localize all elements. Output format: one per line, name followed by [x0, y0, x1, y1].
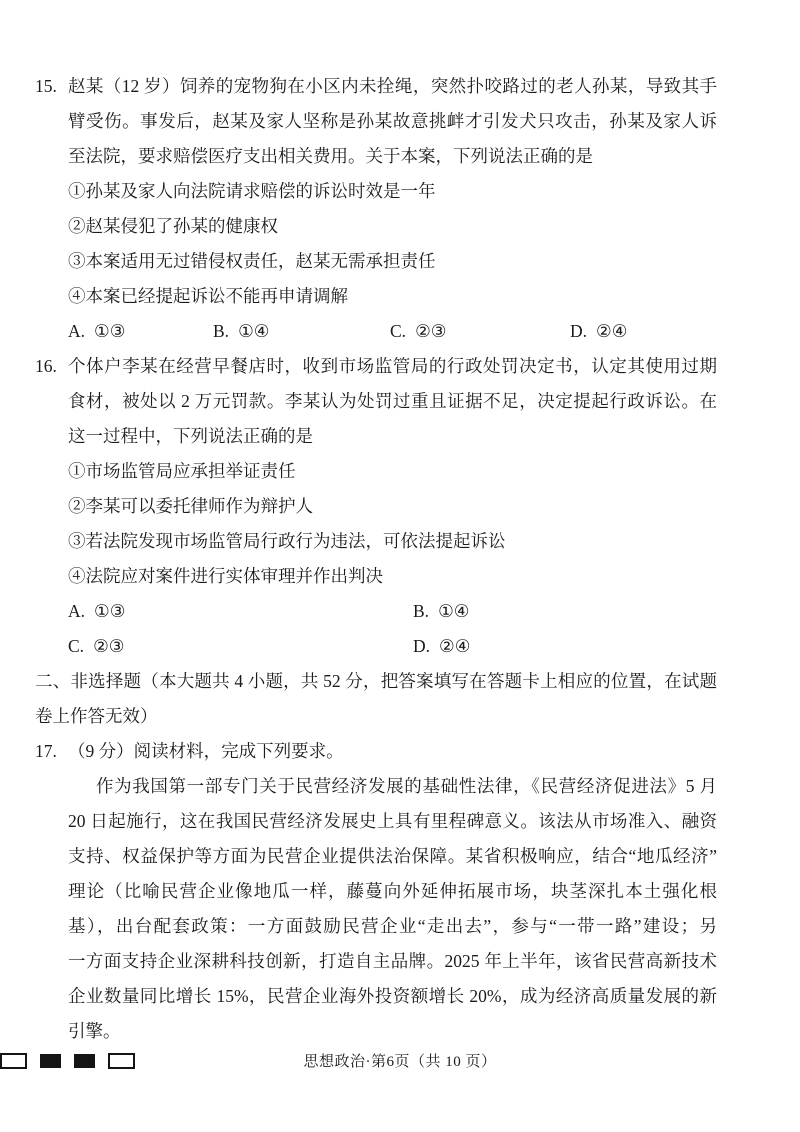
question-16-answer-choices-row-2	[68, 629, 717, 664]
section-2-header-line-1: 二、非选择题（本大题共 4 小题，共 52 分，把答案填写在答题卡上相应的位置，在试题	[35, 671, 717, 691]
question-16-choice-c: C. ②③	[68, 636, 125, 656]
question-17-number: 17.	[35, 741, 57, 761]
question-17	[35, 734, 717, 1049]
question-15-option-1: ①孙某及家人向法院请求赔偿的诉讼时效是一年	[68, 181, 436, 201]
question-16-option-4: ④法院应对案件进行实体审理并作出判决	[68, 566, 383, 586]
question-17-material-line-4: 理论（比喻民营企业像地瓜一样，藤蔓向外延伸拓展市场，块茎深扎本土强化根	[68, 881, 717, 901]
section-2-header	[35, 664, 717, 734]
question-17-material-line-3: 支持、权益保护等方面为民营企业提供法治保障。某省积极响应，结合“地瓜经济”	[68, 846, 717, 866]
page-content	[35, 69, 717, 1049]
question-15-option-2: ②赵某侵犯了孙某的健康权	[68, 216, 278, 236]
question-17-intro-text: （9 分）阅读材料，完成下列要求。	[68, 741, 344, 761]
question-16-choice-a: A. ①③	[68, 601, 126, 621]
question-15-choice-a: A. ①③	[68, 321, 126, 341]
question-16-option-1: ①市场监管局应承担举证责任	[68, 461, 296, 481]
question-15-number: 15.	[35, 76, 57, 96]
question-15-option-3: ③本案适用无过错侵权责任，赵某无需承担责任	[68, 251, 436, 271]
question-16-option-3: ③若法院发现市场监管局行政行为违法，可依法提起诉讼	[68, 531, 506, 551]
question-15-stem-line-2: 臂受伤。事发后，赵某及家人坚称是孙某故意挑衅才引发犬只攻击，孙某及家人诉	[68, 111, 717, 131]
question-15-option-4: ④本案已经提起诉讼不能再申请调解	[68, 286, 348, 306]
question-17-material-line-5: 基），出台配套政策：一方面鼓励民营企业“走出去”，参与“一带一路”建设；另	[68, 916, 717, 936]
question-15-choice-b: B. ①④	[213, 321, 270, 341]
question-17-material-line-2: 20 日起施行，这在我国民营经济发展史上具有里程碑意义。该法从市场准入、融资	[68, 811, 717, 831]
question-17-material-line-6: 一方面支持企业深耕科技创新，打造自主品牌。2025 年上半年，该省民营高新技术	[68, 951, 717, 971]
question-17-material-line-7: 企业数量同比增长 15%，民营企业海外投资额增长 20%，成为经济高质量发展的新	[68, 986, 717, 1006]
question-16-stem-text: 个体户李某在经营早餐店时，收到市场监管局的行政处罚决定书，认定其使用过期	[68, 356, 717, 376]
question-16-stem-line-2: 食材，被处以 2 万元罚款。李某认为处罚过重且证据不足，决定提起行政诉讼。在	[68, 391, 717, 411]
question-15-answer-choices	[68, 314, 717, 349]
question-15-stem-line-1	[35, 69, 717, 104]
question-16-option-2: ②李某可以委托律师作为辩护人	[68, 496, 313, 516]
question-15-stem-line-3: 至法院，要求赔偿医疗支出相关费用。关于本案，下列说法正确的是	[68, 146, 593, 166]
section-2-header-line-2: 卷上作答无效）	[35, 706, 158, 726]
question-17-material-line-1: 作为我国第一部专门关于民营经济发展的基础性法律，《民营经济促进法》5 月	[96, 776, 717, 796]
page-footer: 思想政治·第6页（共 10 页）	[303, 1054, 497, 1070]
question-15-choice-d: D. ②④	[570, 321, 628, 341]
question-16-answer-choices-row-1	[68, 594, 717, 629]
question-16-choice-d: D. ②④	[413, 636, 471, 656]
question-17-material-line-8: 引擎。	[68, 1021, 121, 1041]
question-17-intro-line	[35, 734, 717, 769]
question-16	[35, 349, 717, 664]
question-15-choice-c: C. ②③	[390, 321, 447, 341]
question-16-stem-line-3: 这一过程中，下列说法正确的是	[68, 426, 313, 446]
question-16-choice-b: B. ①④	[413, 601, 470, 621]
question-16-number: 16.	[35, 356, 57, 376]
question-15-stem-text: 赵某（12 岁）饲养的宠物狗在小区内未拴绳，突然扑咬路过的老人孙某，导致其手	[68, 76, 717, 96]
question-15	[35, 69, 717, 349]
question-16-stem-line-1	[35, 349, 717, 384]
